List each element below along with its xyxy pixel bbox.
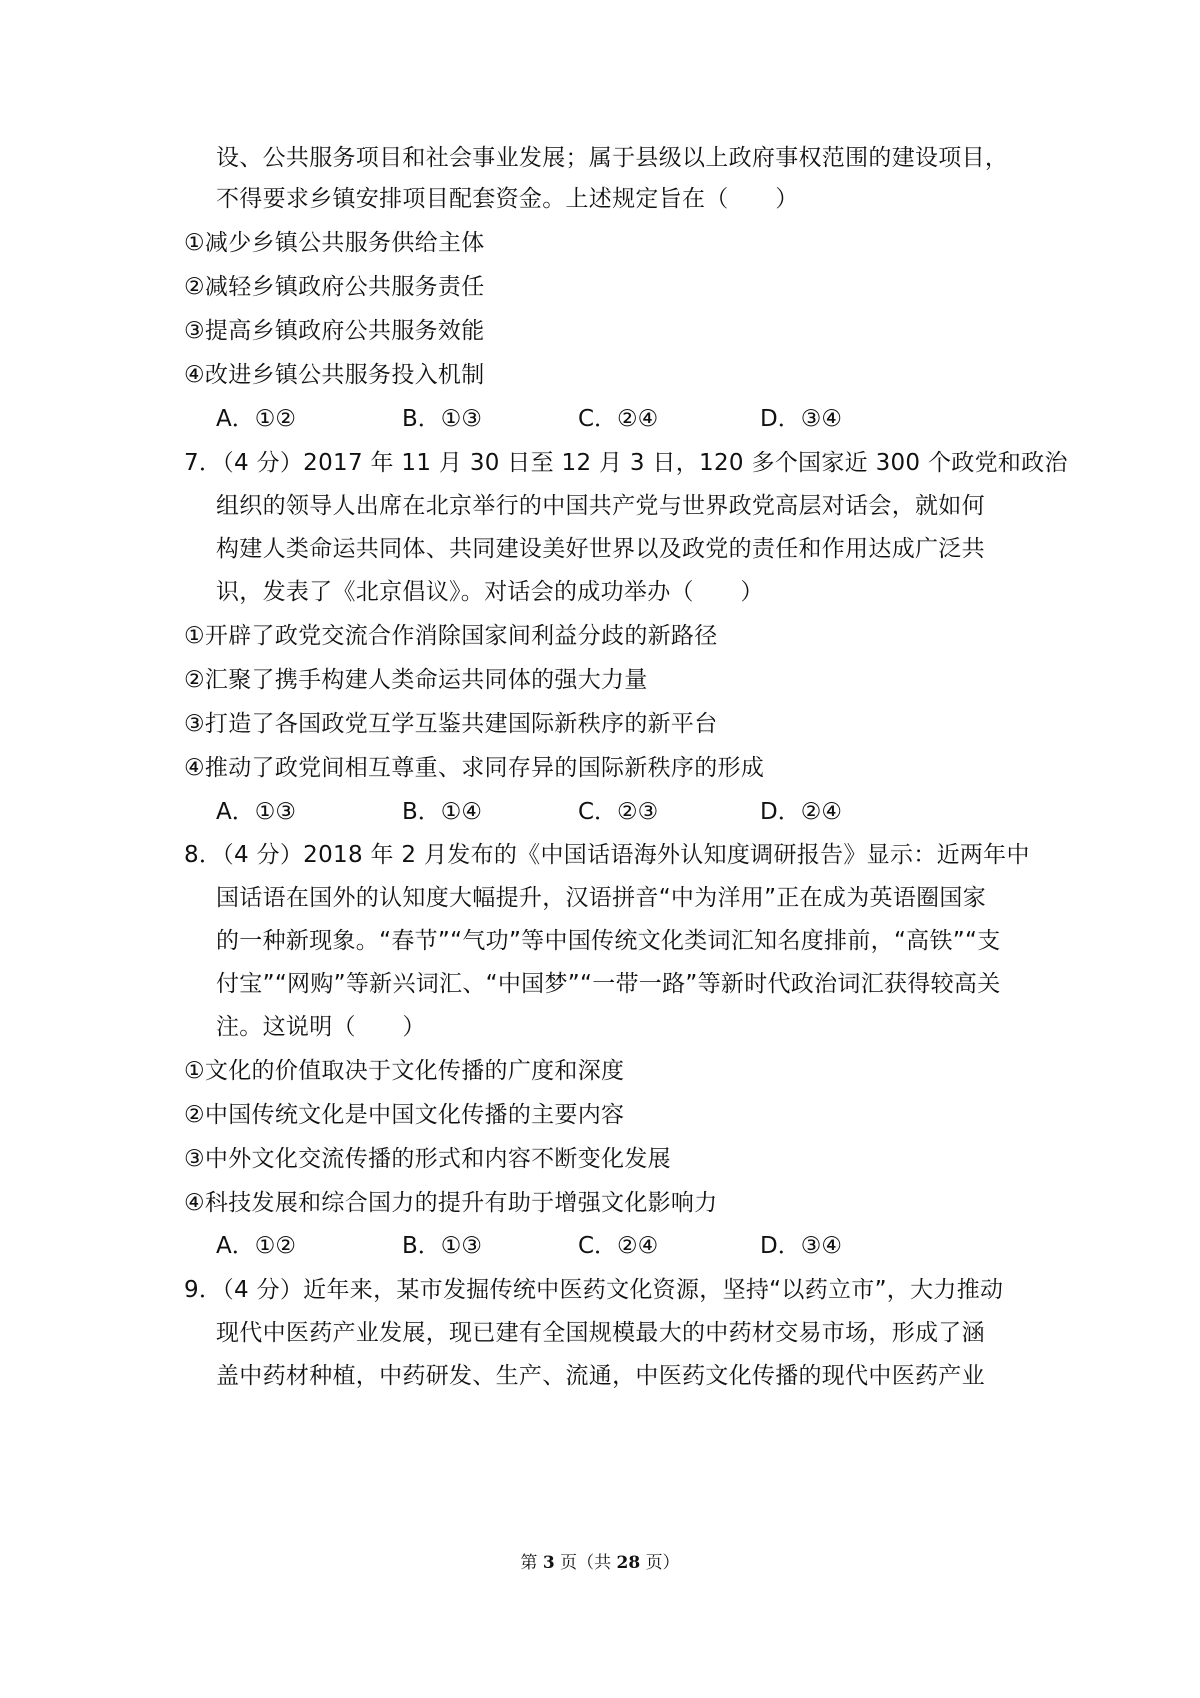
q8-stem-line-4: 付宝”“网购”等新兴词汇、“中国梦”“一带一路”等新时代政治词汇获得较高关: [216, 971, 1001, 997]
footer-total-pages: 28: [616, 1553, 641, 1573]
footer-page-number: 3: [542, 1553, 555, 1573]
q6-option-3: ③提高乡镇政府公共服务效能: [184, 318, 485, 344]
footer-prefix: 第: [520, 1553, 538, 1573]
q6-option-1: ①减少乡镇公共服务供给主体: [184, 230, 485, 256]
q6-stem-line-2: 不得要求乡镇安排项目配套资金。上述规定旨在（ ）: [216, 186, 799, 212]
q6-stem-line-1: 设、公共服务项目和社会事业发展；属于县级以上政府事权范围的建设项目，: [216, 145, 1009, 171]
q6-choice-b[interactable]: B．①③: [402, 406, 483, 432]
q7-stem-line-2: 组织的领导人出席在北京举行的中国共产党与世界政党高层对话会，就如何: [216, 493, 985, 519]
q8-stem-line-5: 注。这说明（ ）: [216, 1014, 426, 1040]
q9-stem-line-3: 盖中药材种植，中药研发、生产、流通，中医药文化传播的现代中医药产业: [216, 1363, 985, 1389]
q8-choice-b[interactable]: B．①③: [402, 1233, 483, 1259]
q8-option-3: ③中外文化交流传播的形式和内容不断变化发展: [184, 1146, 671, 1172]
q6-choice-a[interactable]: A．①②: [216, 406, 296, 432]
q6-choice-d[interactable]: D．③④: [760, 406, 842, 432]
footer-suffix: 页）: [645, 1553, 680, 1573]
q8-option-1: ①文化的价值取决于文化传播的广度和深度: [184, 1058, 625, 1084]
q8-choice-a[interactable]: A．①②: [216, 1233, 296, 1259]
q8-option-2: ②中国传统文化是中国文化传播的主要内容: [184, 1102, 625, 1128]
q7-stem-line-1: 7．（4 分）2017 年 11 月 30 日至 12 月 3 日，120 多个国家近 300 个政党和政治: [184, 450, 1068, 476]
page-footer: [0, 1552, 1200, 1574]
q8-stem-line-1: 8．（4 分）2018 年 2 月发布的《中国话语海外认知度调研报告》显示：近两年中: [184, 842, 1030, 868]
q7-stem-line-3: 构建人类命运共同体、共同建设美好世界以及政党的责任和作用达成广泛共: [216, 536, 985, 562]
q9-stem-line-1: 9．（4 分）近年来，某市发掘传统中医药文化资源，坚持“以药立市”，大力推动: [184, 1277, 1004, 1303]
q7-option-2: ②汇聚了携手构建人类命运共同体的强大力量: [184, 667, 648, 693]
q6-option-2: ②减轻乡镇政府公共服务责任: [184, 274, 485, 300]
q7-choice-c[interactable]: C．②③: [578, 799, 659, 825]
q6-choice-c[interactable]: C．②④: [578, 406, 659, 432]
q7-stem-line-4: 识，发表了《北京倡议》。对话会的成功举办（ ）: [216, 579, 764, 605]
q6-option-4: ④改进乡镇公共服务投入机制: [184, 362, 485, 388]
q8-stem-line-3: 的一种新现象。“春节”“气功”等中国传统文化类词汇知名度排前，“高铁”“支: [216, 928, 1001, 954]
footer-middle: 页（共: [560, 1553, 612, 1573]
q8-choice-c[interactable]: C．②④: [578, 1233, 659, 1259]
q8-option-4: ④科技发展和综合国力的提升有助于增强文化影响力: [184, 1190, 718, 1216]
q7-choice-b[interactable]: B．①④: [402, 799, 483, 825]
q7-option-3: ③打造了各国政党互学互鉴共建国际新秩序的新平台: [184, 711, 718, 737]
q7-choice-d[interactable]: D．②④: [760, 799, 842, 825]
q7-option-4: ④推动了政党间相互尊重、求同存异的国际新秩序的形成: [184, 755, 765, 781]
q7-choice-a[interactable]: A．①③: [216, 799, 296, 825]
q7-option-1: ①开辟了政党交流合作消除国家间利益分歧的新路径: [184, 623, 718, 649]
q9-stem-line-2: 现代中医药产业发展，现已建有全国规模最大的中药材交易市场，形成了涵: [216, 1320, 985, 1346]
q8-stem-line-2: 国话语在国外的认知度大幅提升，汉语拼音“中为洋用”正在成为英语圈国家: [216, 885, 987, 911]
q8-choice-d[interactable]: D．③④: [760, 1233, 842, 1259]
